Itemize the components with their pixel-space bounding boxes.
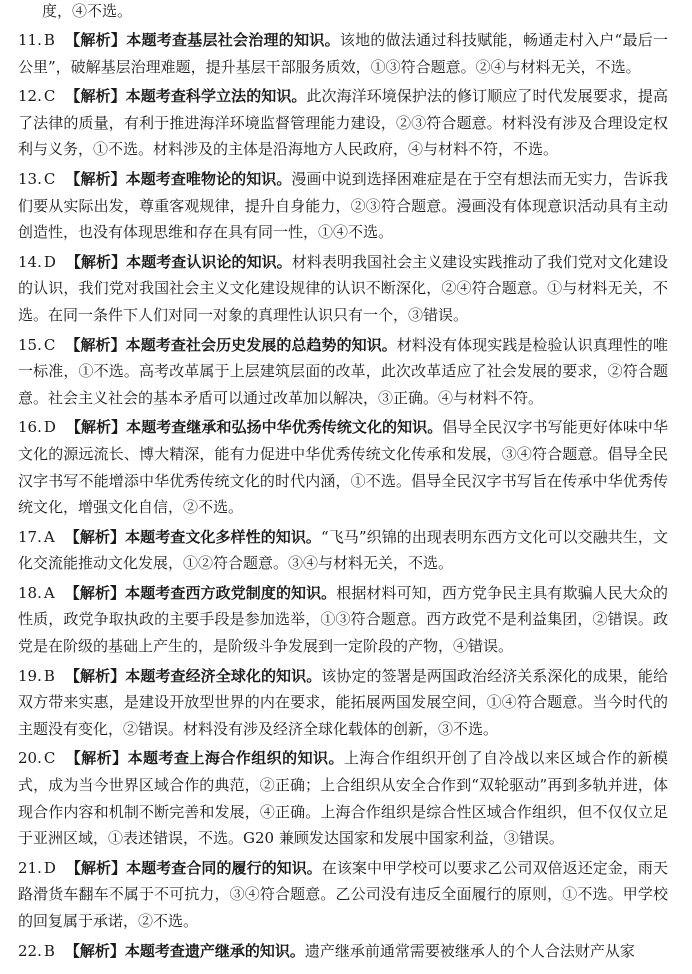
analysis-tag: 【解析】: [65, 87, 126, 106]
answer-item: [18, 414, 668, 520]
question-number: 13.: [18, 169, 42, 188]
topic-heading: 本题考查科学立法的知识。: [125, 87, 307, 106]
answer-item: [18, 663, 668, 743]
continued-fragment: 度，④不选。: [42, 2, 133, 20]
question-number: 16.: [18, 418, 42, 437]
answer-letter: B: [43, 941, 55, 960]
analysis-text: 上海合作组织开创了自冷战以来区域合作的新模式，成为当今世界区域合作的典范，②正确；上合组织从安全合作到“双轮驱动”再到多轨并进，体现合作内容和机制不断完善和发展，④正确。上海合作组织是综合性区域合作组织，但不仅仅立足于亚洲区域，①表述错误，不选。G20 兼顾发达国家和发展中国家利益，③错误。: [18, 749, 668, 848]
topic-heading: 本题考查经济全球化的知识。: [125, 666, 322, 685]
answer-item: [18, 524, 668, 577]
analysis-text: 在该案中甲学校可以要求乙公司双倍返还定金，雨天路滑货车翻车不属于不可抗力，③④符合题意。乙公司没有违反全面履行的原则，①不选。甲学校的回复属于承诺，②不选。: [18, 858, 668, 930]
answer-letter: C: [43, 169, 56, 188]
answer-letter: D: [43, 418, 56, 437]
topic-heading: 本题考查文化多样性的知识。: [125, 527, 321, 546]
analysis-text: 根据材料可知，西方党争民主具有欺骗人民大众的性质，政党争取执政的主要手段是参加选举，①③符合题意。西方政党不是利益集团，②错误。政党是在阶级的基础上产生的，是阶级斗争发展到一定阶段的产物，④错误。: [18, 583, 668, 656]
answer-item: [18, 855, 668, 935]
answer-item: [18, 938, 668, 965]
answer-letter: C: [43, 87, 56, 106]
answer-letter: C: [43, 749, 56, 768]
question-number: 15.: [18, 335, 42, 354]
analysis-text: 该协定的签署是两国政治经济关系深化的成果，能给双方带来实惠，是建设开放型世界的内在要求，能拓展两国发展空间，①④符合题意。当今时代的主题没有变化，②错误。材料没有涉及经济全球化载体的创新，③不选。: [18, 666, 668, 738]
analysis-tag: 【解析】: [65, 858, 127, 877]
answer-letter: B: [43, 31, 55, 49]
analysis-tag: 【解析】: [65, 749, 128, 768]
topic-heading: 本题考查唯物论的知识。: [125, 169, 292, 188]
answer-item: [18, 166, 668, 246]
answer-item: [18, 745, 668, 851]
topic-heading: 本题考查继承和弘扬中华优秀传统文化的知识。: [126, 418, 443, 437]
answer-item: [18, 249, 668, 329]
analysis-text: 遗产继承前通常需要被继承人的个人合法财产从家: [304, 941, 635, 960]
analysis-tag: 【解析】: [64, 527, 126, 546]
question-number: 14.: [18, 252, 42, 271]
analysis-tag: 【解析】: [65, 335, 126, 354]
analysis-text: 材料没有体现实践是检验认识真理性的唯一标准，①不选。高考改革属于上层建筑层面的改革，此次改革适应了社会发展的要求，②符合题意。社会主义社会的基本矛盾可以通过改革加以解决，③正确。④与材料不符。: [18, 335, 668, 407]
answer-item: [18, 580, 668, 660]
answer-letter: D: [43, 858, 56, 877]
question-number: 21.: [18, 858, 42, 877]
analysis-tag: 【解析】: [65, 252, 127, 271]
analysis-tag: 【解析】: [65, 169, 126, 188]
analysis-text: 漫画中说到选择困难症是在于空有想法而无实力，告诉我们要从实际出发，尊重客观规律，提升自身能力，②③符合题意。漫画没有体现意识活动具有主动创造性，也没有体现思维和存在具有同一性，①④不选。: [18, 169, 668, 242]
question-number: 17.: [18, 527, 42, 546]
answer-letter: A: [43, 527, 55, 546]
analysis-tag: 【解析】: [65, 418, 127, 437]
analysis-tag: 【解析】: [64, 31, 127, 49]
analysis-text: 倡导全民汉字书写能更好体味中华文化的源远流长、博大精深，能有力促进中华优秀传统文化传承和发展，③④符合题意。倡导全民汉字书写不能增添中华优秀传统文化的时代内涵，①不选。倡导全民汉字书写旨在传承中华优秀传统文化，增强文化自信，②不选。: [18, 418, 668, 517]
question-number: 18.: [18, 583, 42, 602]
answer-item: [18, 332, 668, 412]
question-number: 12.: [18, 87, 42, 106]
topic-heading: 本题考查基层社会治理的知识。: [126, 31, 340, 49]
analysis-text: 材料表明我国社会主义建设实践推动了我们党对文化建设的认识，我们党对我国社会主义文化建设规律的认识不断深化，②④符合题意。①与材料无关，不选。在同一条件下人们对同一对象的真理性认识只有一个，③错误。: [18, 252, 668, 324]
answer-item: [18, 83, 668, 163]
topic-heading: 本题考查社会历史发展的总趋势的知识。: [125, 335, 397, 354]
topic-heading: 本题考查西方政党制度的知识。: [125, 583, 337, 602]
analysis-text: 此次海洋环境保护法的修订顺应了时代发展要求，提高了法律的质量，有利于推进海洋环境监督管理能力建设，②③符合题意。材料没有涉及合理设定权利与义务，①不选。材料涉及的主体是沿海地方人民政府，④与材料不符，不选。: [18, 87, 668, 159]
topic-heading: 本题考查上海合作组织的知识。: [127, 749, 344, 768]
answer-letter: D: [43, 252, 56, 271]
analysis-tag: 【解析】: [64, 941, 125, 960]
analysis-tag: 【解析】: [64, 583, 126, 602]
answer-letter: B: [43, 666, 55, 685]
topic-heading: 本题考查合同的履行的知识。: [126, 858, 322, 877]
answer-list: [18, 27, 668, 964]
analysis-text: 该地的做法通过科技赋能，畅通走村入户“最后一公里”，破解基层治理难题，提升基层干部服务质效，①③符合题意。②④与材料无关，不选。: [18, 31, 668, 76]
question-number: 11.: [18, 31, 42, 49]
answer-letter: A: [43, 583, 55, 602]
analysis-text: “飞马”织锦的出现表明东西方文化可以交融共生，文化交流能推动文化发展，①②符合题意。③④与材料无关，不选。: [18, 527, 668, 573]
topic-heading: 本题考查认识论的知识。: [126, 252, 292, 271]
topic-heading: 本题考查遗产继承的知识。: [124, 941, 305, 960]
answer-letter: C: [43, 335, 56, 354]
question-number: 22.: [18, 941, 42, 960]
question-number: 19.: [18, 666, 42, 685]
analysis-tag: 【解析】: [64, 666, 126, 685]
answer-item: [18, 27, 668, 80]
question-number: 20.: [18, 749, 42, 768]
